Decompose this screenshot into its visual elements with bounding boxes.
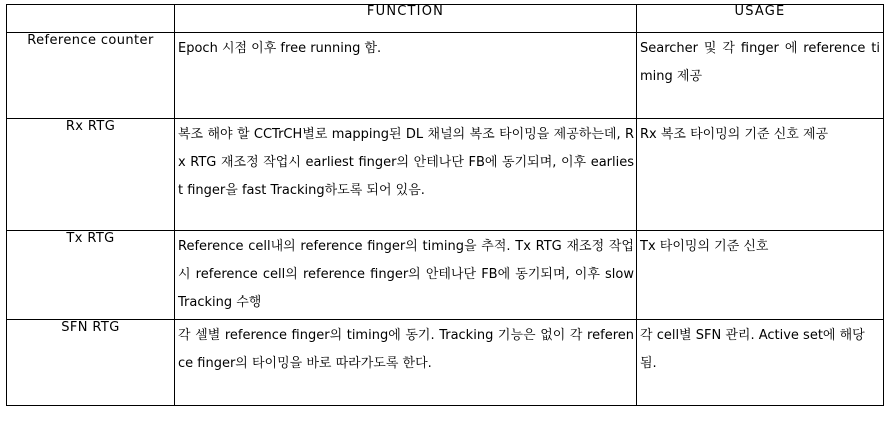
function-text: 각 셀별 reference finger의 timing에 동기. Tracking 기능은 없이 각 reference finger의 타이밍을 바로 따라가도록 한다. — [178, 328, 634, 371]
column-header-function: FUNCTION — [175, 5, 637, 33]
usage-text: Searcher 및 각 finger 에 reference timing 제공 — [640, 41, 880, 84]
row-label-text: Tx RTG — [66, 231, 115, 246]
usage-text: Tx 타이밍의 기준 신호 — [640, 239, 769, 254]
table-header — [7, 5, 884, 33]
row-function-tx-rtg — [175, 231, 637, 320]
row-function-rx-rtg — [175, 119, 637, 231]
table-body — [7, 33, 884, 406]
column-header-usage: USAGE — [637, 5, 884, 33]
row-function-sfn-rtg — [175, 320, 637, 406]
row-usage-rx-rtg — [637, 119, 884, 231]
row-usage-reference-counter — [637, 33, 884, 119]
table-row — [7, 119, 884, 231]
function-text: Epoch 시점 이후 free running 함. — [178, 41, 382, 56]
specification-table — [6, 4, 884, 406]
row-label-tx-rtg — [7, 231, 175, 320]
row-label-text: Rx RTG — [65, 119, 116, 134]
column-header-name — [7, 5, 175, 33]
row-label-sfn-rtg — [7, 320, 175, 406]
row-usage-sfn-rtg — [637, 320, 884, 406]
row-function-reference-counter — [175, 33, 637, 119]
row-label-text: Reference counter — [27, 33, 154, 48]
table-row — [7, 231, 884, 320]
table-row — [7, 320, 884, 406]
row-usage-tx-rtg — [637, 231, 884, 320]
row-label-text: SFN RTG — [61, 320, 120, 335]
document-page — [0, 4, 893, 424]
usage-text: 각 cell별 SFN 관리. Active set에 해당됨. — [640, 328, 865, 371]
table-header-row — [7, 5, 884, 33]
row-label-rx-rtg — [7, 119, 175, 231]
usage-text: Rx 복조 타이밍의 기준 신호 제공 — [640, 127, 829, 142]
function-text: 복조 해야 할 CCTrCH별로 mapping된 DL 채널의 복조 타이밍을 제공하는데, Rx RTG 재조정 작업시 earliest finger의 안테나단 FB에 동기되며, 이후 earliest finger을 fast Tracking하도록 되어 있음. — [178, 127, 634, 198]
function-text: Reference cell내의 reference finger의 timing을 추적. Tx RTG 재조정 작업시 reference cell의 reference finger의 안테나단 FB에 동기되며, 이후 slow Tracking 수행 — [178, 239, 634, 310]
table-row — [7, 33, 884, 119]
row-label-reference-counter — [7, 33, 175, 119]
